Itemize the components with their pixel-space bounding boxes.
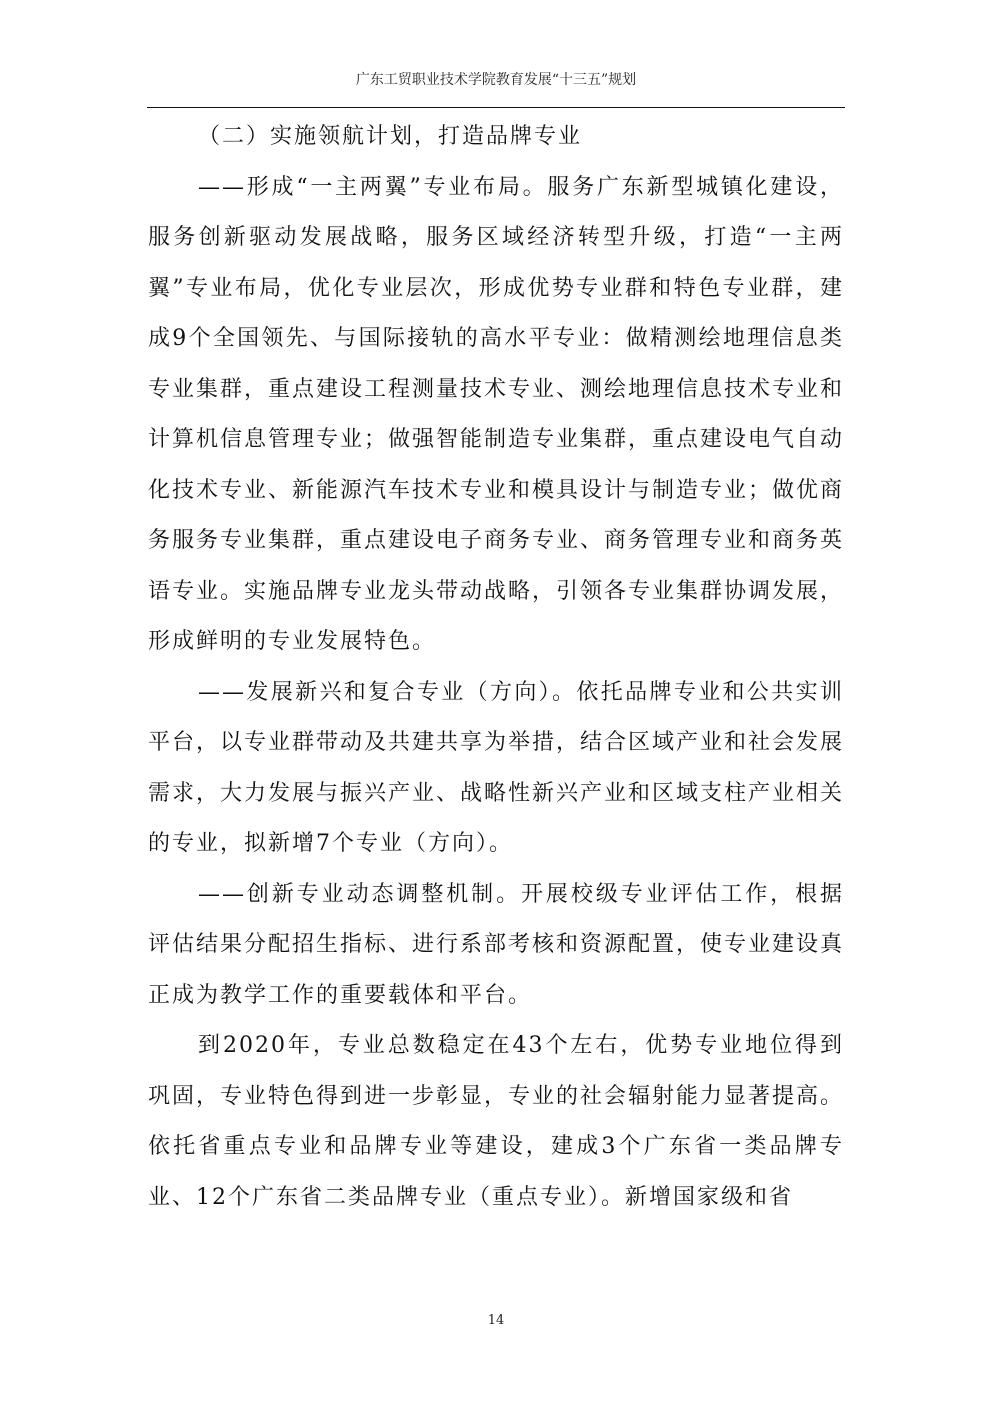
paragraph-adjustment-mechanism: ——创新专业动态调整机制。开展校级专业评估工作，根据评估结果分配招生指标、进行系部考核和资源配置，使专业建设真正成为教学工作的重要载体和平台。 <box>148 881 845 1008</box>
section-heading: （二）实施领航计划，打造品牌专业 <box>198 124 583 149</box>
header-divider <box>147 107 845 108</box>
paragraph-2020-goals: 到2020年，专业总数稳定在43个左右，优势专业地位得到巩固，专业特色得到进一步彰显，专业的社会辐射能力显著提高。依托省重点专业和品牌专业等建设，建成3个广东省一类品牌专业、12个广东省二类品牌专业（重点专业）。新增国家级和省 <box>148 1033 845 1210</box>
document-body <box>148 112 844 1223</box>
paragraph-new-specialties: ——发展新兴和复合专业（方向）。依托品牌专业和公共实训平台，以专业群带动及共建共享为举措，结合区域产业和社会发展需求，大力发展与振兴产业、战略性新兴产业和区域支柱产业相关的专业，拟新增7个专业（方向）。 <box>148 679 845 856</box>
page-number: 14 <box>487 1313 505 1328</box>
running-header: 广东工贸职业技术学院教育发展“十三五”规划 <box>355 72 637 88</box>
paragraph-specialty-layout: ——形成“一主两翼”专业布局。服务广东新型城镇化建设，服务创新驱动发展战略，服务区域经济转型升级，打造“一主两翼”专业布局，优化专业层次，形成优势专业群和特色专业群，建成9个全国领先、与国际接轨的高水平专业：做精测绘地理信息类专业集群，重点建设工程测量技术专业、测绘地理信息技术专业和计算机信息管理专业；做强智能制造专业集群，重点建设电气自动化技术专业、新能源汽车技术专业和模具设计与制造专业；做优商务服务专业集群，重点建设电子商务专业、商务管理专业和商务英语专业。实施品牌专业龙头带动战略，引领各专业集群协调发展，形成鲜明的专业发展特色。 <box>148 174 845 654</box>
